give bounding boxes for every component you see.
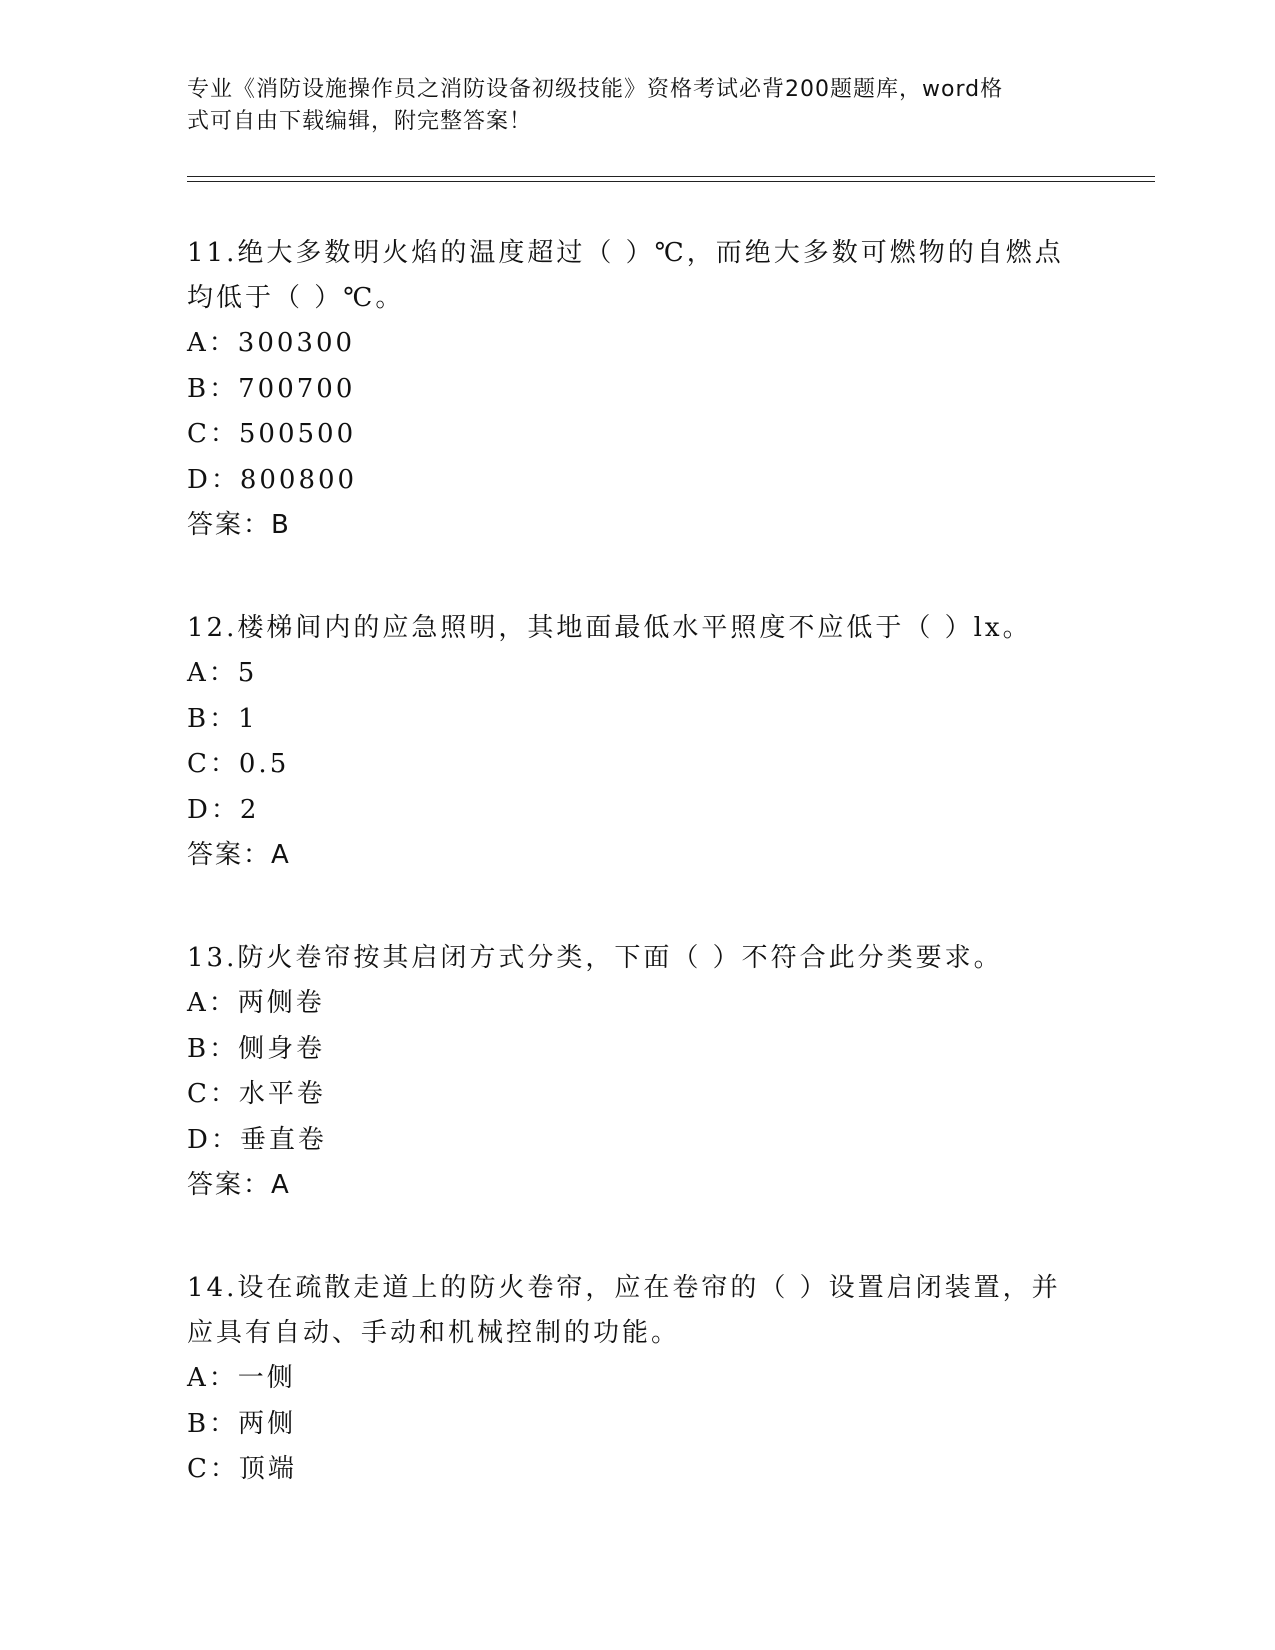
option-c: C：顶端 [187, 1454, 297, 1484]
option-b: B：1 [187, 703, 258, 734]
question-stem-line: 14.设在疏散走道上的防火卷帘，应在卷帘的（ ）设置启闭装置，并 [187, 1273, 1061, 1303]
option-b: B：700700 [187, 373, 356, 404]
option-a: A：300300 [187, 328, 356, 358]
option-c: C：500500 [187, 419, 357, 449]
option-b: B：侧身卷 [187, 1033, 326, 1064]
option-b: B：两侧 [187, 1408, 297, 1439]
option-d: D：垂直卷 [187, 1124, 327, 1155]
document-header [187, 74, 1067, 138]
option-c: C：水平卷 [187, 1079, 326, 1109]
question-stem-line: 13.防火卷帘按其启闭方式分类，下面（ ）不符合此分类要求。 [187, 943, 1003, 973]
question-14 [187, 1266, 1087, 1493]
question-list [187, 231, 1087, 1551]
question-stem-line: 12.楼梯间内的应急照明，其地面最低水平照度不应低于（ ）lx。 [187, 613, 1032, 643]
option-a: A：两侧卷 [187, 988, 325, 1018]
option-c: C：0.5 [187, 749, 290, 779]
question-stem-line: 均低于（ ）℃。 [187, 283, 405, 313]
answer-line: 答案：A [187, 840, 291, 870]
header-line-2: 式可自由下载编辑，附完整答案！ [187, 109, 533, 134]
question-11 [187, 231, 1087, 548]
option-d: D：800800 [187, 464, 358, 495]
question-13 [187, 936, 1087, 1208]
option-a: A：5 [187, 658, 258, 688]
header-line-1: 专业《消防设施操作员之消防设备初级技能》资格考试必背200题题库，word格 [187, 77, 1004, 102]
answer-line: 答案：A [187, 1170, 291, 1200]
header-divider-top [187, 176, 1155, 177]
option-d: D：2 [187, 794, 260, 825]
option-a: A：一侧 [187, 1363, 296, 1393]
header-divider-bottom [187, 181, 1155, 182]
question-12 [187, 606, 1087, 878]
answer-line: 答案：B [187, 510, 291, 540]
question-stem-line: 应具有自动、手动和机械控制的功能。 [187, 1318, 681, 1348]
question-stem-line: 11.绝大多数明火焰的温度超过（ ）℃，而绝大多数可燃物的自燃点 [187, 238, 1064, 268]
